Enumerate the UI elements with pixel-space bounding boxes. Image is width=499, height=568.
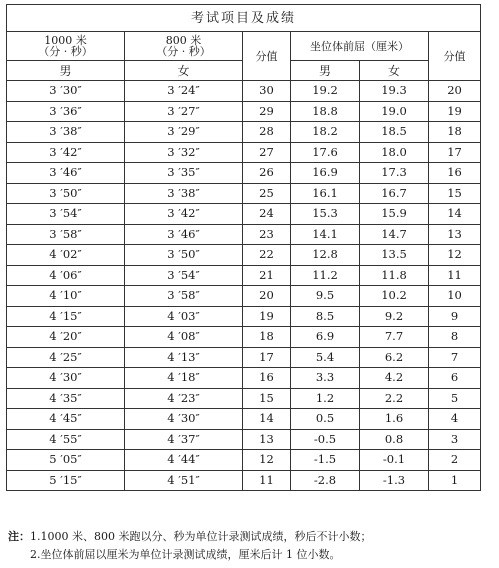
cell-score-2: 13 (429, 224, 481, 245)
cell-score: 27 (243, 142, 291, 163)
cell-sit-reach-female: 14.7 (360, 224, 429, 245)
cell-sit-reach-male: 8.5 (291, 306, 360, 327)
cell-sit-reach-male: 6.9 (291, 327, 360, 348)
cell-1000m-male: 3 ′38″ (7, 122, 125, 143)
cell-sit-reach-male: 15.3 (291, 204, 360, 225)
table-row (7, 429, 481, 450)
table-body (7, 81, 481, 491)
cell-1000m-male: 4 ′45″ (7, 409, 125, 430)
cell-sit-reach-female: 19.3 (360, 81, 429, 102)
cell-score: 23 (243, 224, 291, 245)
cell-score-2: 4 (429, 409, 481, 430)
header-male: 男 (7, 61, 125, 81)
cell-score: 25 (243, 183, 291, 204)
table-row (7, 122, 481, 143)
cell-sit-reach-male: 14.1 (291, 224, 360, 245)
cell-800m-female: 4 ′08″ (125, 327, 243, 348)
score-table (6, 4, 481, 491)
cell-sit-reach-male: 9.5 (291, 286, 360, 307)
cell-800m-female: 4 ′51″ (125, 470, 243, 491)
cell-1000m-male: 3 ′46″ (7, 163, 125, 184)
cell-sit-reach-female: 18.0 (360, 142, 429, 163)
header-male-2: 男 (291, 61, 360, 81)
cell-score: 11 (243, 470, 291, 491)
cell-score: 19 (243, 306, 291, 327)
cell-sit-reach-male: 16.1 (291, 183, 360, 204)
note-line-2: 2.坐位体前屈以厘米为单位计录测试成绩，厘米后计 1 位小数。 (30, 548, 341, 561)
cell-sit-reach-male: 18.8 (291, 101, 360, 122)
cell-score-2: 3 (429, 429, 481, 450)
cell-score: 24 (243, 204, 291, 225)
header-1000m (7, 32, 125, 61)
cell-sit-reach-male: 17.6 (291, 142, 360, 163)
cell-score-2: 8 (429, 327, 481, 348)
cell-score: 16 (243, 368, 291, 389)
cell-800m-female: 4 ′18″ (125, 368, 243, 389)
header-1000m-label: 1000 米 (44, 34, 87, 47)
cell-1000m-male: 4 ′55″ (7, 429, 125, 450)
cell-800m-female: 4 ′23″ (125, 388, 243, 409)
cell-1000m-male: 4 ′35″ (7, 388, 125, 409)
cell-sit-reach-female: 4.2 (360, 368, 429, 389)
cell-800m-female: 3 ′50″ (125, 245, 243, 266)
cell-sit-reach-male: 0.5 (291, 409, 360, 430)
cell-sit-reach-female: 13.5 (360, 245, 429, 266)
cell-sit-reach-female: -1.3 (360, 470, 429, 491)
table-row (7, 286, 481, 307)
header-sit-reach: 坐位体前屈（厘米） (291, 32, 429, 61)
table-row (7, 81, 481, 102)
cell-score: 20 (243, 286, 291, 307)
cell-800m-female: 4 ′37″ (125, 429, 243, 450)
cell-score: 26 (243, 163, 291, 184)
header-female: 女 (125, 61, 243, 81)
cell-sit-reach-female: 0.8 (360, 429, 429, 450)
cell-1000m-male: 5 ′15″ (7, 470, 125, 491)
cell-score-2: 6 (429, 368, 481, 389)
cell-sit-reach-male: -0.5 (291, 429, 360, 450)
cell-score: 22 (243, 245, 291, 266)
cell-1000m-male: 3 ′30″ (7, 81, 125, 102)
cell-score-2: 11 (429, 265, 481, 286)
table-row (7, 327, 481, 348)
table-row (7, 368, 481, 389)
cell-800m-female: 3 ′42″ (125, 204, 243, 225)
cell-sit-reach-male: 11.2 (291, 265, 360, 286)
table-row (7, 163, 481, 184)
cell-sit-reach-female: -0.1 (360, 450, 429, 471)
cell-sit-reach-female: 15.9 (360, 204, 429, 225)
cell-score-2: 7 (429, 347, 481, 368)
header-score-2: 分值 (429, 32, 481, 81)
cell-1000m-male: 3 ′58″ (7, 224, 125, 245)
header-800m (125, 32, 243, 61)
cell-score-2: 18 (429, 122, 481, 143)
header-score: 分值 (243, 32, 291, 81)
cell-800m-female: 3 ′35″ (125, 163, 243, 184)
cell-score: 18 (243, 327, 291, 348)
cell-1000m-male: 5 ′05″ (7, 450, 125, 471)
cell-sit-reach-female: 6.2 (360, 347, 429, 368)
cell-score: 17 (243, 347, 291, 368)
cell-score-2: 10 (429, 286, 481, 307)
cell-score: 15 (243, 388, 291, 409)
header-1000m-unit: （分 · 秒） (38, 45, 93, 58)
cell-score: 29 (243, 101, 291, 122)
cell-800m-female: 4 ′13″ (125, 347, 243, 368)
cell-800m-female: 3 ′46″ (125, 224, 243, 245)
cell-score-2: 20 (429, 81, 481, 102)
cell-sit-reach-male: 1.2 (291, 388, 360, 409)
cell-sit-reach-male: 12.8 (291, 245, 360, 266)
cell-score-2: 14 (429, 204, 481, 225)
cell-sit-reach-female: 2.2 (360, 388, 429, 409)
cell-1000m-male: 4 ′06″ (7, 265, 125, 286)
header-female-2: 女 (360, 61, 429, 81)
cell-sit-reach-male: -2.8 (291, 470, 360, 491)
cell-sit-reach-female: 16.7 (360, 183, 429, 204)
cell-1000m-male: 4 ′20″ (7, 327, 125, 348)
cell-score: 21 (243, 265, 291, 286)
cell-sit-reach-female: 7.7 (360, 327, 429, 348)
cell-1000m-male: 4 ′30″ (7, 368, 125, 389)
table-row (7, 347, 481, 368)
cell-sit-reach-female: 10.2 (360, 286, 429, 307)
table-row (7, 450, 481, 471)
cell-1000m-male: 4 ′15″ (7, 306, 125, 327)
cell-sit-reach-female: 11.8 (360, 265, 429, 286)
cell-1000m-male: 3 ′36″ (7, 101, 125, 122)
table-title: 考试项目及成绩 (7, 5, 481, 32)
cell-1000m-male: 4 ′25″ (7, 347, 125, 368)
table-row (7, 183, 481, 204)
cell-1000m-male: 3 ′50″ (7, 183, 125, 204)
table-row (7, 470, 481, 491)
cell-score-2: 5 (429, 388, 481, 409)
header-800m-unit: （分 · 秒） (156, 45, 211, 58)
cell-sit-reach-male: 18.2 (291, 122, 360, 143)
cell-sit-reach-female: 17.3 (360, 163, 429, 184)
cell-sit-reach-male: 19.2 (291, 81, 360, 102)
cell-score-2: 1 (429, 470, 481, 491)
footnotes (8, 528, 492, 564)
header-800m-label: 800 米 (165, 34, 202, 47)
cell-score-2: 16 (429, 163, 481, 184)
cell-score-2: 9 (429, 306, 481, 327)
table-row (7, 204, 481, 225)
cell-sit-reach-female: 19.0 (360, 101, 429, 122)
table-row (7, 224, 481, 245)
cell-1000m-male: 4 ′02″ (7, 245, 125, 266)
cell-score-2: 19 (429, 101, 481, 122)
cell-800m-female: 3 ′29″ (125, 122, 243, 143)
cell-1000m-male: 4 ′10″ (7, 286, 125, 307)
cell-score: 30 (243, 81, 291, 102)
cell-sit-reach-male: 5.4 (291, 347, 360, 368)
cell-sit-reach-female: 1.6 (360, 409, 429, 430)
cell-sit-reach-male: -1.5 (291, 450, 360, 471)
notes-label: 注： (8, 530, 30, 543)
cell-score: 14 (243, 409, 291, 430)
cell-800m-female: 4 ′30″ (125, 409, 243, 430)
table-row (7, 306, 481, 327)
cell-score: 12 (243, 450, 291, 471)
table-row (7, 409, 481, 430)
cell-1000m-male: 3 ′54″ (7, 204, 125, 225)
cell-sit-reach-male: 16.9 (291, 163, 360, 184)
table-row (7, 142, 481, 163)
cell-800m-female: 3 ′54″ (125, 265, 243, 286)
cell-score-2: 17 (429, 142, 481, 163)
cell-score: 28 (243, 122, 291, 143)
table-row (7, 388, 481, 409)
cell-800m-female: 3 ′38″ (125, 183, 243, 204)
cell-score-2: 15 (429, 183, 481, 204)
cell-800m-female: 3 ′27″ (125, 101, 243, 122)
cell-800m-female: 4 ′44″ (125, 450, 243, 471)
cell-score-2: 12 (429, 245, 481, 266)
note-line-1: 1.1000 米、800 米跑以分、秒为单位计录测试成绩，秒后不计小数； (30, 530, 372, 543)
table-row (7, 265, 481, 286)
cell-score-2: 2 (429, 450, 481, 471)
cell-800m-female: 4 ′03″ (125, 306, 243, 327)
cell-sit-reach-male: 3.3 (291, 368, 360, 389)
table-row (7, 101, 481, 122)
cell-sit-reach-female: 9.2 (360, 306, 429, 327)
cell-800m-female: 3 ′32″ (125, 142, 243, 163)
cell-800m-female: 3 ′58″ (125, 286, 243, 307)
cell-score: 13 (243, 429, 291, 450)
cell-800m-female: 3 ′24″ (125, 81, 243, 102)
table-row (7, 245, 481, 266)
cell-1000m-male: 3 ′42″ (7, 142, 125, 163)
cell-sit-reach-female: 18.5 (360, 122, 429, 143)
